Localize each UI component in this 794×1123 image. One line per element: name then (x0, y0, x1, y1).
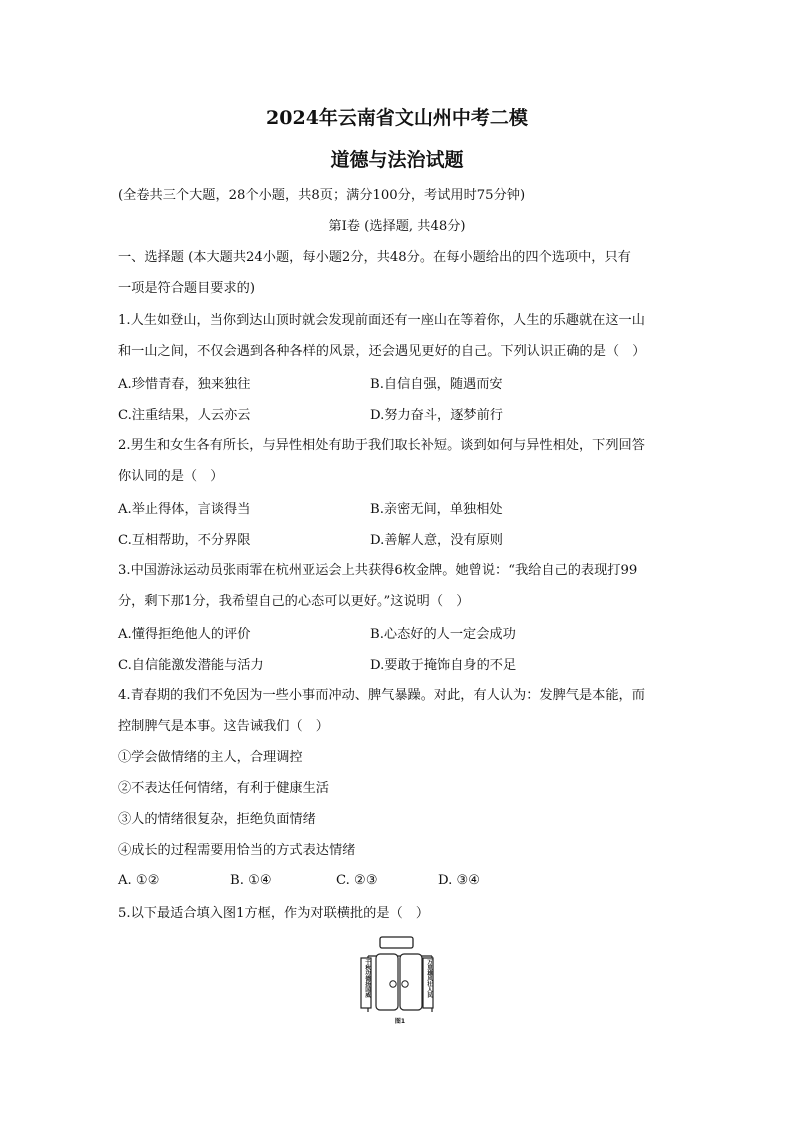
q1-stem-line-2: 和一山之间，不仅会遇到各种各样的风景，还会遇见更好的自己。下列认识正确的是（ ） (118, 344, 646, 359)
q4-stem-line-2: 控制脾气是本事。这告诫我们（ ） (118, 719, 329, 734)
q4-option-a: A. ①② (118, 873, 160, 888)
q3-option-c: C.自信能激发潜能与活力 (118, 658, 264, 673)
q1-option-a: A.珍惜青春，独来独往 (118, 377, 251, 392)
q4-option-b: B. ①④ (230, 873, 272, 888)
q3-option-a: A.懂得拒绝他人的评价 (118, 627, 251, 642)
q2-option-d: D.善解人意，没有原则 (370, 533, 503, 548)
q4-item-2: ②不表达任何情绪，有利于健康生活 (118, 781, 329, 796)
q4-item-4: ④成长的过程需要用恰当的方式表达情绪 (118, 843, 356, 858)
left-couplet-text: 千秋功德扬国威 (364, 959, 370, 998)
exam-title: 2024年云南省文山州中考二模 (266, 107, 528, 129)
q3-stem-line-1: 3.中国游泳运动员张雨霏在杭州亚运会上共获得6枚金牌。她曾说：“我给自己的表现打99 (118, 563, 638, 578)
q2-option-c: C.互相帮助，不分界限 (118, 533, 251, 548)
q4-option-c: C. ②③ (336, 873, 378, 888)
q4-item-1: ①学会做情绪的主人，合理调控 (118, 750, 303, 765)
q5-stem-line-1: 5.以下最适合填入图1方框，作为对联横批的是（ ） (118, 906, 430, 921)
exam-subtitle: 道德与法治试题 (330, 149, 464, 171)
q4-option-d: D. ③④ (438, 873, 481, 888)
q3-option-b: B.心态好的人一定会成功 (370, 627, 516, 642)
instructions-line-2: 一项是符合题目要求的) (118, 281, 256, 296)
q1-stem-line-1: 1.人生如登山，当你到达山顶时就会发现前面还有一座山在等着你，人生的乐趣就在这一山 (118, 313, 645, 328)
q2-option-b: B.亲密无间，单独相处 (370, 502, 503, 517)
left-door-leaf (376, 954, 398, 1010)
figure-caption: 图1 (394, 1018, 406, 1025)
right-door-leaf (400, 954, 422, 1010)
q4-item-3: ③人的情绪很复杂，拒绝负面情绪 (118, 812, 316, 827)
right-couplet-text: 万里雄风壮人民 (426, 959, 432, 998)
q2-option-a: A.举止得体，言谈得当 (118, 502, 251, 517)
q2-stem-line-2: 你认同的是（ ） (118, 469, 224, 484)
instructions-line-1: 一、选择题 (本大题共24小题，每小题2分，共48分。在每小题给出的四个选项中，只有 (118, 250, 631, 265)
section-heading: 第Ⅰ卷 (选择题, 共48分) (328, 219, 466, 234)
q2-stem-line-1: 2.男生和女生各有所长，与异性相处有助于我们取长补短。谈到如何与异性相处，下列回答 (118, 438, 645, 453)
q1-option-c: C.注重结果，人云亦云 (118, 408, 251, 423)
blank-horizontal-box (380, 937, 413, 948)
q3-option-d: D.要敢于掩饰自身的不足 (370, 658, 517, 673)
q3-stem-line-2: 分，剩下那1分，我希望自己的心态可以更好。”这说明（ ） (118, 594, 470, 609)
q1-option-b: B.自信自强，随遇而安 (370, 377, 503, 392)
exam-note: (全卷共三个大题，28个小题，共8页；满分100分，考试用时75分钟) (118, 188, 526, 203)
q4-stem-line-1: 4.青春期的我们不免因为一些小事而冲动、脾气暴躁。对此，有人认为：发脾气是本能，而 (118, 688, 645, 703)
figure-couplet-door (356, 936, 444, 1030)
q1-option-d: D.努力奋斗，逐梦前行 (370, 408, 503, 423)
